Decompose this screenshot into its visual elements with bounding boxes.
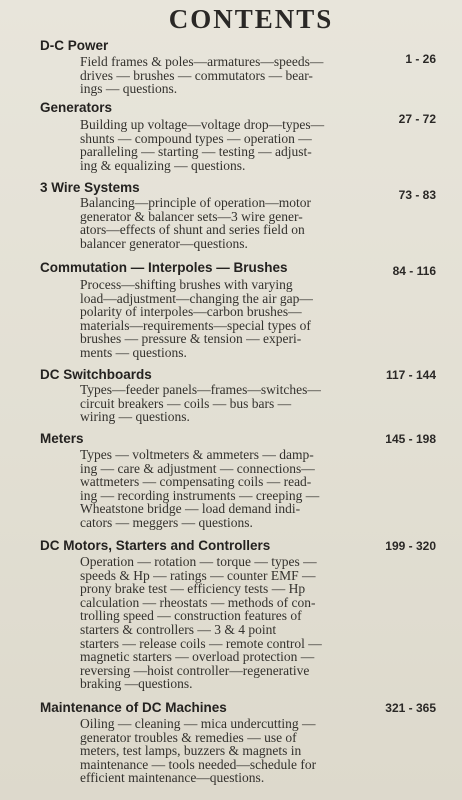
section-description: Operation — rotation — torque — types — speeds & Hp — ratings — counter EMF — prony brake test — efficiency tests — Hp calculation — rheostats — methods of con- trolling speed — construction features of starters & controllers — 3 & 4 point starters — release coils — remote control — magnetic starters — overload protection — reversing —hoist controller—regenerative braking —questions. <box>80 554 322 692</box>
page-range: 84 - 116 <box>392 264 436 278</box>
section-title: DC Switchboards <box>40 367 152 382</box>
section-description: Types — voltmeters & ammeters — damp- ing — care & adjustment — connections— wattmeters — compensating coils — read- ing — recording instruments — creeping — Wheatstone bridge — load demand indi- cators — meggers — questions. <box>80 447 320 530</box>
section-title: Maintenance of DC Machines <box>40 700 227 715</box>
page-range: 199 - 320 <box>385 539 436 553</box>
page-range: 321 - 365 <box>385 701 436 715</box>
section-description: Process—shifting brushes with varying load—adjustment—changing the air gap— polarity of interpoles—carbon brushes— materials—requirements—special types of brushes — pressure & tension — experi- ments — questions. <box>80 277 313 360</box>
section-description: Oiling — cleaning — mica undercutting — generator troubles & remedies — use of meters, test lamps, buzzers & magnets in maintenance — tools needed—schedule for efficient maintenance—questions. <box>80 716 317 786</box>
section-title: DC Motors, Starters and Controllers <box>40 538 271 553</box>
section-title: Generators <box>40 100 113 115</box>
page-title: CONTENTS <box>168 4 334 34</box>
section-title: D-C Power <box>40 38 109 53</box>
page-range: 145 - 198 <box>385 432 436 446</box>
page-range: 1 - 26 <box>405 52 436 66</box>
section-title: Commutation — Interpoles — Brushes <box>40 260 288 275</box>
section-title: Meters <box>40 431 84 446</box>
section-description: Balancing—principle of operation—motor generator & balancer sets—3 wire gener- ators—effects of shunt and series field on balancer generator—questions. <box>80 195 311 251</box>
section-description: Types—feeder panels—frames—switches— circuit breakers — coils — bus bars — wiring — questions. <box>80 382 321 425</box>
page-range: 117 - 144 <box>385 368 436 382</box>
section-title: 3 Wire Systems <box>40 180 140 195</box>
page-range: 73 - 83 <box>398 188 436 202</box>
page-range: 27 - 72 <box>398 112 436 126</box>
section-description: Field frames & poles—armatures—speeds— drives — brushes — commutators — bear- ings — questions. <box>80 54 324 97</box>
section-description: Building up voltage—voltage drop—types— shunts — compound types — operation — paralleling — starting — testing — adjust- ing & equalizing — questions. <box>80 117 325 173</box>
